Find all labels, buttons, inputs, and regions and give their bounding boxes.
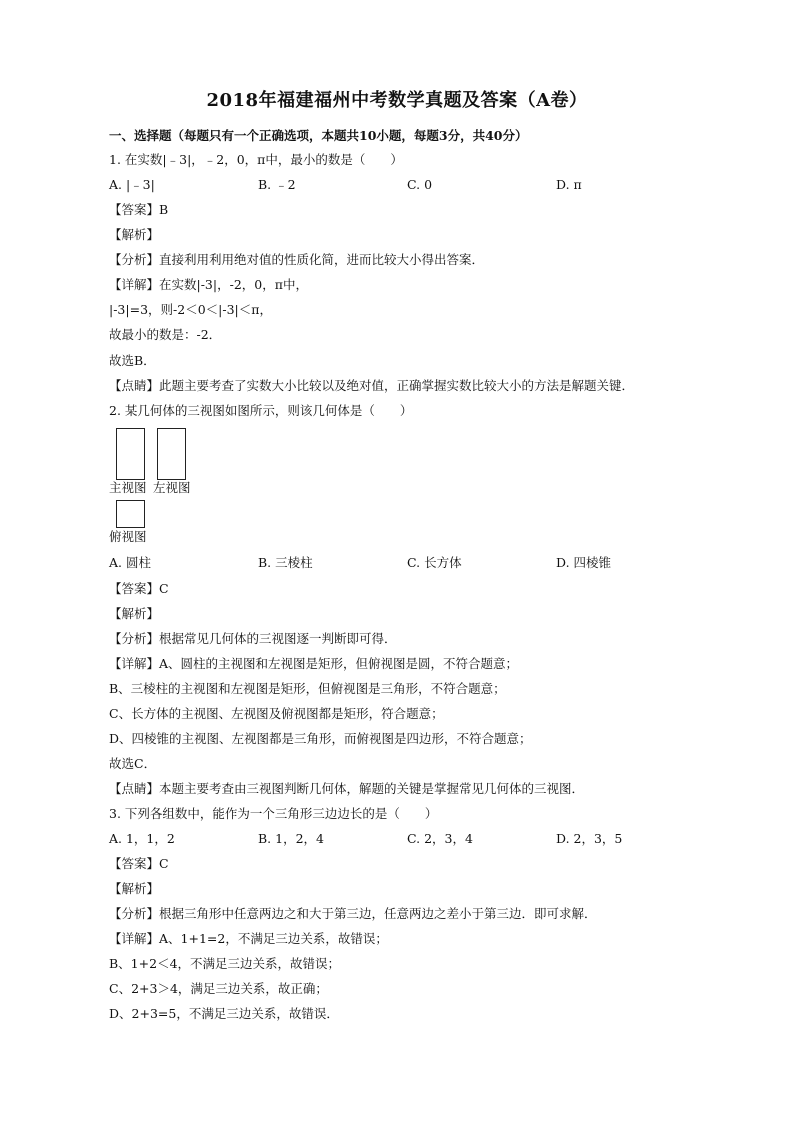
q1-stem: 1. 在实数|﹣3|，﹣2，0，π中，最小的数是（ ） (109, 152, 403, 167)
page-title: 2018年福建福州中考数学真题及答案（A卷） (206, 90, 588, 111)
left-view-rectangle (157, 428, 186, 480)
q1-option-b: B. ﹣2 (258, 177, 296, 192)
q1-xiangjie-3: 故最小的数是：-2． (109, 327, 222, 342)
q1-xiangjie-2: |-3|=3，则-2＜0＜|-3|＜π， (109, 302, 272, 317)
q3-xiangjie-4: D、2+3=5，不满足三边关系，故错误． (109, 1006, 339, 1021)
q2-option-c: C. 长方体 (407, 555, 462, 570)
q3-option-d: D. 2，3，5 (556, 831, 623, 846)
front-view-rectangle (116, 428, 145, 480)
left-view-label: 左视图 (153, 480, 191, 495)
q1-xiangjie-4: 故选B． (109, 353, 156, 368)
q2-answer: 【答案】C (109, 581, 169, 596)
q2-option-b: B. 三棱柱 (258, 555, 313, 570)
q3-option-c: C. 2，3，4 (407, 831, 473, 846)
q3-xiangjie-1: 【详解】A、1+1=2，不满足三边关系，故错误； (109, 931, 388, 946)
q2-option-d: D. 四棱锥 (556, 555, 612, 570)
q2-dianjing: 【点睛】本题主要考查由三视图判断几何体，解题的关键是掌握常见几何体的三视图． (109, 781, 585, 796)
q2-jiexi: 【解析】 (109, 606, 160, 621)
q2-xiangjie-4: D、四棱锥的主视图、左视图都是三角形，而俯视图是四边形，不符合题意； (109, 731, 532, 746)
top-view-square (116, 500, 145, 528)
q2-stem: 2. 某几何体的三视图如图所示，则该几何体是（ ） (109, 403, 413, 418)
q1-dianjing: 【点睛】此题主要考查了实数大小比较以及绝对值，正确掌握实数比较大小的方法是解题关键． (109, 378, 635, 393)
q2-option-a: A. 圆柱 (109, 555, 151, 570)
q1-answer: 【答案】B (109, 202, 169, 217)
q2-xiangjie-1: 【详解】A、圆柱的主视图和左视图是矩形，但俯视图是圆，不符合题意； (109, 656, 519, 671)
q3-fenxi: 【分析】根据三角形中任意两边之和大于第三边，任意两边之差小于第三边．即可求解． (109, 906, 597, 921)
q3-option-b: B. 1，2，4 (258, 831, 324, 846)
top-view-label: 俯视图 (109, 529, 147, 544)
q2-fenxi: 【分析】根据常见几何体的三视图逐一判断即可得． (109, 631, 397, 646)
q1-option-a: A. |﹣3| (109, 177, 155, 192)
q1-option-d: D. π (556, 177, 582, 192)
q1-xiangjie-1: 【详解】在实数|-3|，-2，0，π中， (109, 277, 308, 292)
q2-xiangjie-5: 故选C． (109, 756, 157, 771)
q1-fenxi: 【分析】直接利用利用绝对值的性质化简，进而比较大小得出答案． (109, 252, 485, 267)
q3-xiangjie-2: B、1+2＜4，不满足三边关系，故错误； (109, 956, 341, 971)
q1-option-c: C. 0 (407, 177, 433, 192)
q3-jiexi: 【解析】 (109, 881, 160, 896)
q2-xiangjie-3: C、长方体的主视图、左视图及俯视图都是矩形，符合题意； (109, 706, 444, 721)
section-heading: 一、选择题（每题只有一个正确选项，本题共10小题，每题3分，共40分） (109, 128, 528, 143)
q3-option-a: A. 1，1，2 (109, 831, 175, 846)
q3-stem: 3. 下列各组数中，能作为一个三角形三边边长的是（ ） (109, 806, 438, 821)
front-view-label: 主视图 (109, 480, 147, 495)
q3-answer: 【答案】C (109, 856, 169, 871)
q2-xiangjie-2: B、三棱柱的主视图和左视图是矩形，但俯视图是三角形，不符合题意； (109, 681, 506, 696)
q1-jiexi: 【解析】 (109, 227, 160, 242)
q3-xiangjie-3: C、2+3＞4，满足三边关系，故正确； (109, 981, 328, 996)
